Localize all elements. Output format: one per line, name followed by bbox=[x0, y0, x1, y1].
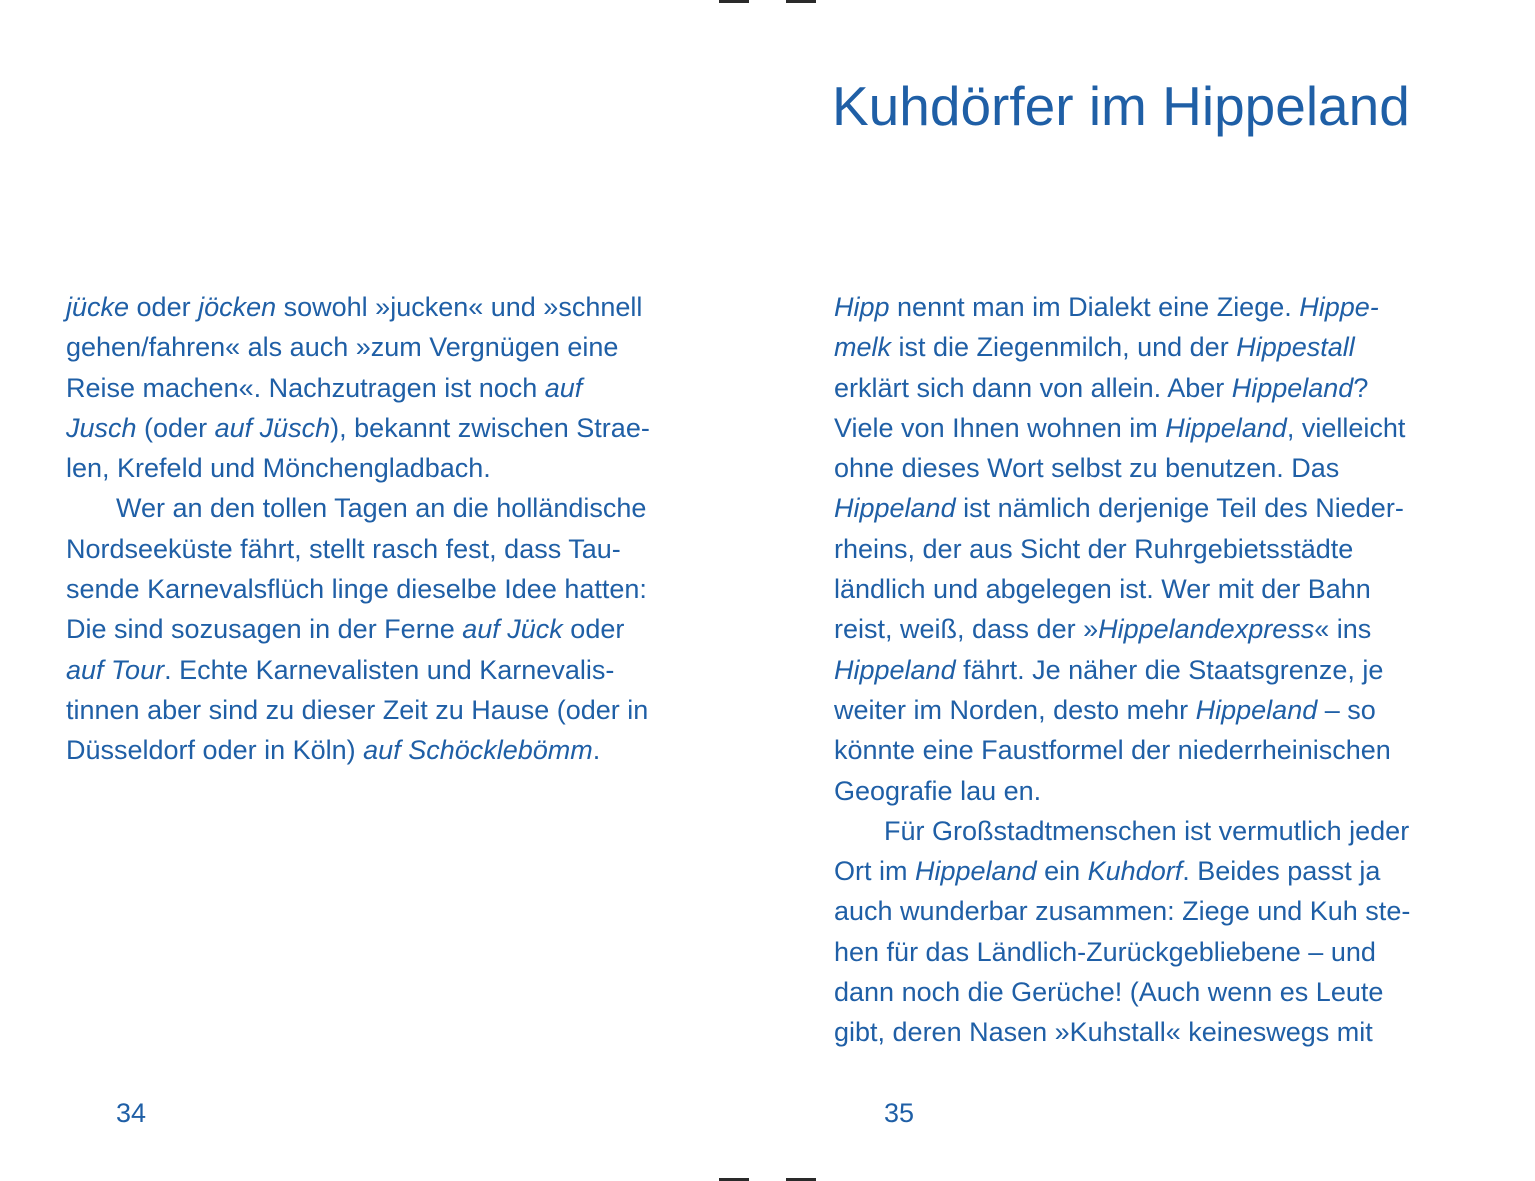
text-segment: « ins bbox=[1314, 614, 1372, 645]
text-segment: . Beides passt ja bbox=[1182, 856, 1381, 887]
text-line bbox=[834, 690, 1484, 730]
text-segment: ist nämlich derjenige Teil des Nieder- bbox=[955, 493, 1404, 524]
text-segment: ? bbox=[1353, 372, 1369, 403]
text-line bbox=[66, 730, 716, 770]
text-segment: Geografie lau en. bbox=[834, 775, 1042, 806]
italic-text-segment: auf Jüsch bbox=[214, 412, 331, 443]
italic-text-segment: Hippelandexpress bbox=[1098, 614, 1315, 645]
italic-text-segment: Hippeland bbox=[915, 856, 1037, 887]
right-page-body-text bbox=[834, 287, 1484, 1053]
text-segment: tinnen aber sind zu dieser Zeit zu Hause (oder in bbox=[66, 694, 649, 725]
text-segment: ein bbox=[1036, 856, 1088, 887]
italic-text-segment: auf bbox=[544, 372, 583, 403]
text-segment: Viele von Ihnen wohnen im bbox=[834, 412, 1166, 443]
left-page bbox=[0, 0, 767, 1181]
text-segment: rheins, der aus Sicht der Ruhrgebietsstädte bbox=[834, 533, 1354, 564]
text-segment: Reise machen«. Nachzutragen ist noch bbox=[66, 372, 545, 403]
page-number-right: 35 bbox=[884, 1098, 915, 1128]
italic-text-segment: Hippeland bbox=[834, 493, 956, 524]
text-segment: Düsseldorf oder in Köln) bbox=[66, 735, 364, 766]
text-segment: . Echte Karnevalisten und Karnevalis- bbox=[164, 654, 615, 685]
right-page bbox=[767, 0, 1535, 1181]
text-segment: (oder bbox=[136, 412, 215, 443]
text-segment: dann noch die Gerüche! (Auch wenn es Leute bbox=[834, 977, 1384, 1008]
text-line bbox=[834, 609, 1484, 649]
text-line bbox=[834, 972, 1484, 1012]
italic-text-segment: auf Schöcklebömm bbox=[363, 735, 593, 766]
text-line bbox=[834, 811, 1484, 851]
text-segment: erklärt sich dann von allein. Aber bbox=[834, 372, 1232, 403]
text-line bbox=[834, 287, 1484, 327]
text-line bbox=[834, 771, 1484, 811]
text-line bbox=[834, 891, 1484, 931]
text-line bbox=[834, 650, 1484, 690]
text-line bbox=[834, 408, 1484, 448]
italic-text-segment: Kuhdorf bbox=[1087, 856, 1183, 887]
text-segment: , vielleicht bbox=[1286, 412, 1406, 443]
text-segment: nennt man im Dialekt eine Ziege. bbox=[889, 292, 1300, 322]
text-line bbox=[66, 408, 716, 448]
text-line bbox=[66, 488, 716, 528]
italic-text-segment: Hippeland bbox=[1231, 372, 1354, 403]
italic-text-segment: Hippeland bbox=[1195, 694, 1318, 725]
italic-text-segment: jöcken bbox=[198, 292, 277, 322]
text-segment: gehen/fahren« als auch »zum Vergnügen eine bbox=[66, 332, 619, 363]
text-segment: . bbox=[592, 735, 601, 766]
text-line bbox=[834, 932, 1484, 972]
page-number-left: 34 bbox=[116, 1098, 147, 1128]
text-segment: hen für das Ländlich-Zurückgebliebene – und bbox=[834, 936, 1376, 967]
text-segment: fährt. Je näher die Staatsgrenze, je bbox=[955, 654, 1384, 685]
italic-text-segment: auf Tour bbox=[66, 654, 165, 685]
text-segment: Ort im bbox=[834, 856, 915, 887]
italic-text-segment: Hippeland bbox=[1165, 412, 1287, 443]
italic-text-segment: melk bbox=[834, 332, 892, 363]
italic-text-segment: Hippe- bbox=[1299, 292, 1379, 322]
text-segment: len, Krefeld und Mönchengladbach. bbox=[66, 453, 491, 484]
text-segment: oder bbox=[129, 292, 199, 322]
text-segment: Nordseeküste fährt, stellt rasch fest, dass Tau- bbox=[66, 533, 621, 564]
text-segment: ), bekannt zwischen Strae- bbox=[330, 412, 650, 443]
chapter-title: Kuhdörfer im Hippeland bbox=[832, 75, 1410, 137]
text-line bbox=[66, 650, 716, 690]
text-line bbox=[66, 690, 716, 730]
text-segment: könnte eine Faustformel der niederrheinischen bbox=[834, 735, 1391, 766]
text-segment: oder bbox=[562, 614, 625, 645]
italic-text-segment: Jusch bbox=[66, 412, 137, 443]
text-segment: ist die Ziegenmilch, und der bbox=[891, 332, 1237, 363]
italic-text-segment: auf Jück bbox=[462, 614, 563, 645]
text-line bbox=[834, 368, 1484, 408]
text-line bbox=[66, 448, 716, 488]
text-segment: Für Großstadtmenschen ist vermutlich jeder bbox=[884, 815, 1410, 846]
text-line bbox=[66, 327, 716, 367]
text-segment: weiter im Norden, desto mehr bbox=[834, 694, 1196, 725]
text-line bbox=[66, 368, 716, 408]
text-segment: Die sind sozusagen in der Ferne bbox=[66, 614, 463, 645]
italic-text-segment: Hippestall bbox=[1236, 332, 1355, 363]
italic-text-segment: Hipp bbox=[834, 292, 890, 322]
text-line bbox=[834, 488, 1484, 528]
text-segment: ländlich und abgelegen ist. Wer mit der Bahn bbox=[834, 574, 1371, 605]
text-segment: reist, weiß, dass der » bbox=[834, 614, 1099, 645]
text-segment: sowohl »jucken« und »schnell bbox=[276, 292, 643, 322]
text-line bbox=[834, 529, 1484, 569]
text-line bbox=[66, 609, 716, 649]
text-line bbox=[834, 569, 1484, 609]
text-line bbox=[834, 851, 1484, 891]
italic-text-segment: jücke bbox=[66, 292, 130, 322]
text-line bbox=[66, 569, 716, 609]
text-segment: sende Karnevalsflüch linge dieselbe Idee hatten: bbox=[66, 574, 647, 605]
text-segment: ohne dieses Wort selbst zu benutzen. Das bbox=[834, 453, 1340, 484]
text-line bbox=[66, 529, 716, 569]
text-line bbox=[834, 448, 1484, 488]
text-line bbox=[66, 287, 716, 327]
text-line bbox=[834, 730, 1484, 770]
text-segment: Wer an den tollen Tagen an die holländische bbox=[116, 493, 647, 524]
italic-text-segment: Hippeland bbox=[834, 654, 956, 685]
text-segment: gibt, deren Nasen »Kuhstall« keineswegs mit bbox=[834, 1017, 1373, 1048]
text-line bbox=[834, 327, 1484, 367]
left-page-body-text bbox=[66, 287, 716, 771]
text-line bbox=[834, 1012, 1484, 1052]
text-segment: auch wunderbar zusammen: Ziege und Kuh ste- bbox=[834, 896, 1411, 927]
text-segment: – so bbox=[1317, 694, 1376, 725]
